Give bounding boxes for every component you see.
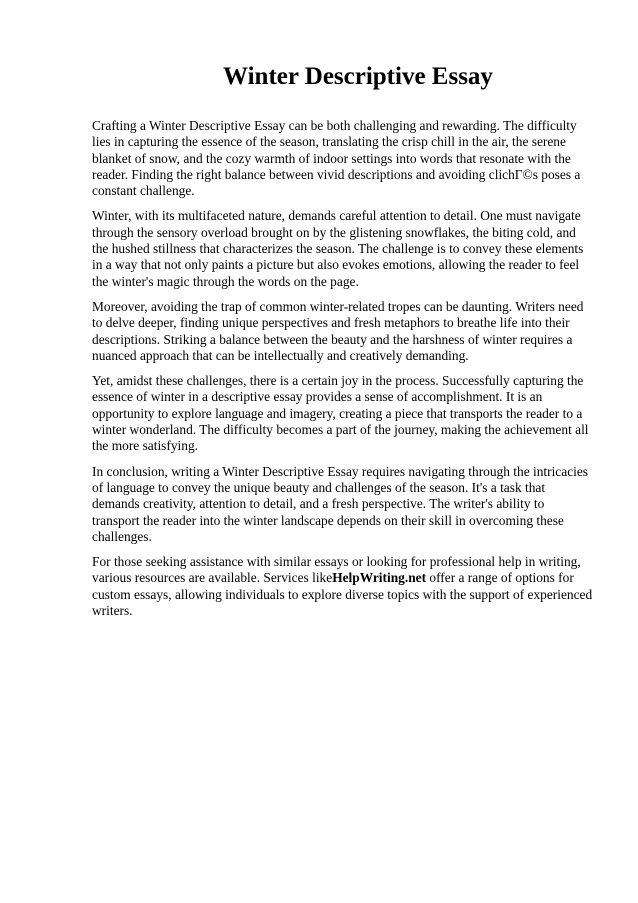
document-title: Winter Descriptive Essay: [223, 63, 493, 90]
paragraph-4: Yet, amidst these challenges, there is a certain joy in the process. Successfully capturing the essence of winter in a descriptive essay provides a sense of accomplishment. It is an opportunity to explore language and imagery, creating a piece that transports the reader to a winter wonderland. The difficulty becomes a part of the journey, making the achievement all the more satisfying.: [92, 373, 589, 454]
paragraph-1: Crafting a Winter Descriptive Essay can be both challenging and rewarding. The difficulty lies in capturing the essence of the season, translating the crisp chill in the air, the serene blanket of snow, and the cozy warmth of indoor settings into words that resonate with the reader. Finding the right balance between vivid descriptions and avoiding clichГ©s poses a constant challenge.: [92, 118, 581, 199]
helpwriting-link[interactable]: HelpWriting.net: [332, 570, 427, 586]
paragraph-3: Moreover, avoiding the trap of common winter-related tropes can be daunting. Writers need to delve deeper, finding unique perspectives and fresh metaphors to breathe life into their descriptions. Striking a balance between the beauty and the harshness of winter requires a nuanced approach that can be intellectually and creatively demanding.: [92, 298, 584, 363]
paragraph-6: [92, 554, 594, 619]
paragraph-5: In conclusion, writing a Winter Descriptive Essay requires navigating through the intricacies of language to convey the unique beauty and challenges of the season. It's a task that demands creativity, attention to detail, and a fresh perspective. The writer's ability to transport the reader into the winter landscape depends on their skill in overcoming these challenges.: [92, 463, 589, 544]
paragraph-6-text-before: For those seeking assistance with similar essays or looking for professional help in writing, various resources are available. Services like: [92, 554, 581, 586]
paragraph-2: Winter, with its multifaceted nature, demands careful attention to detail. One must navigate through the sensory overload brought on by the glistening snowflakes, the biting cold, and the hushed stillness that characterizes the season. The challenge is to convey these elements in a way that not only paints a picture but also evokes emotions, allowing the reader to feel the winter's magic through the words on the page.: [92, 208, 584, 289]
paragraph-6-text-after: offer a range of options for custom essays, allowing individuals to explore diverse topics with the support of experienced writers.: [92, 570, 593, 619]
